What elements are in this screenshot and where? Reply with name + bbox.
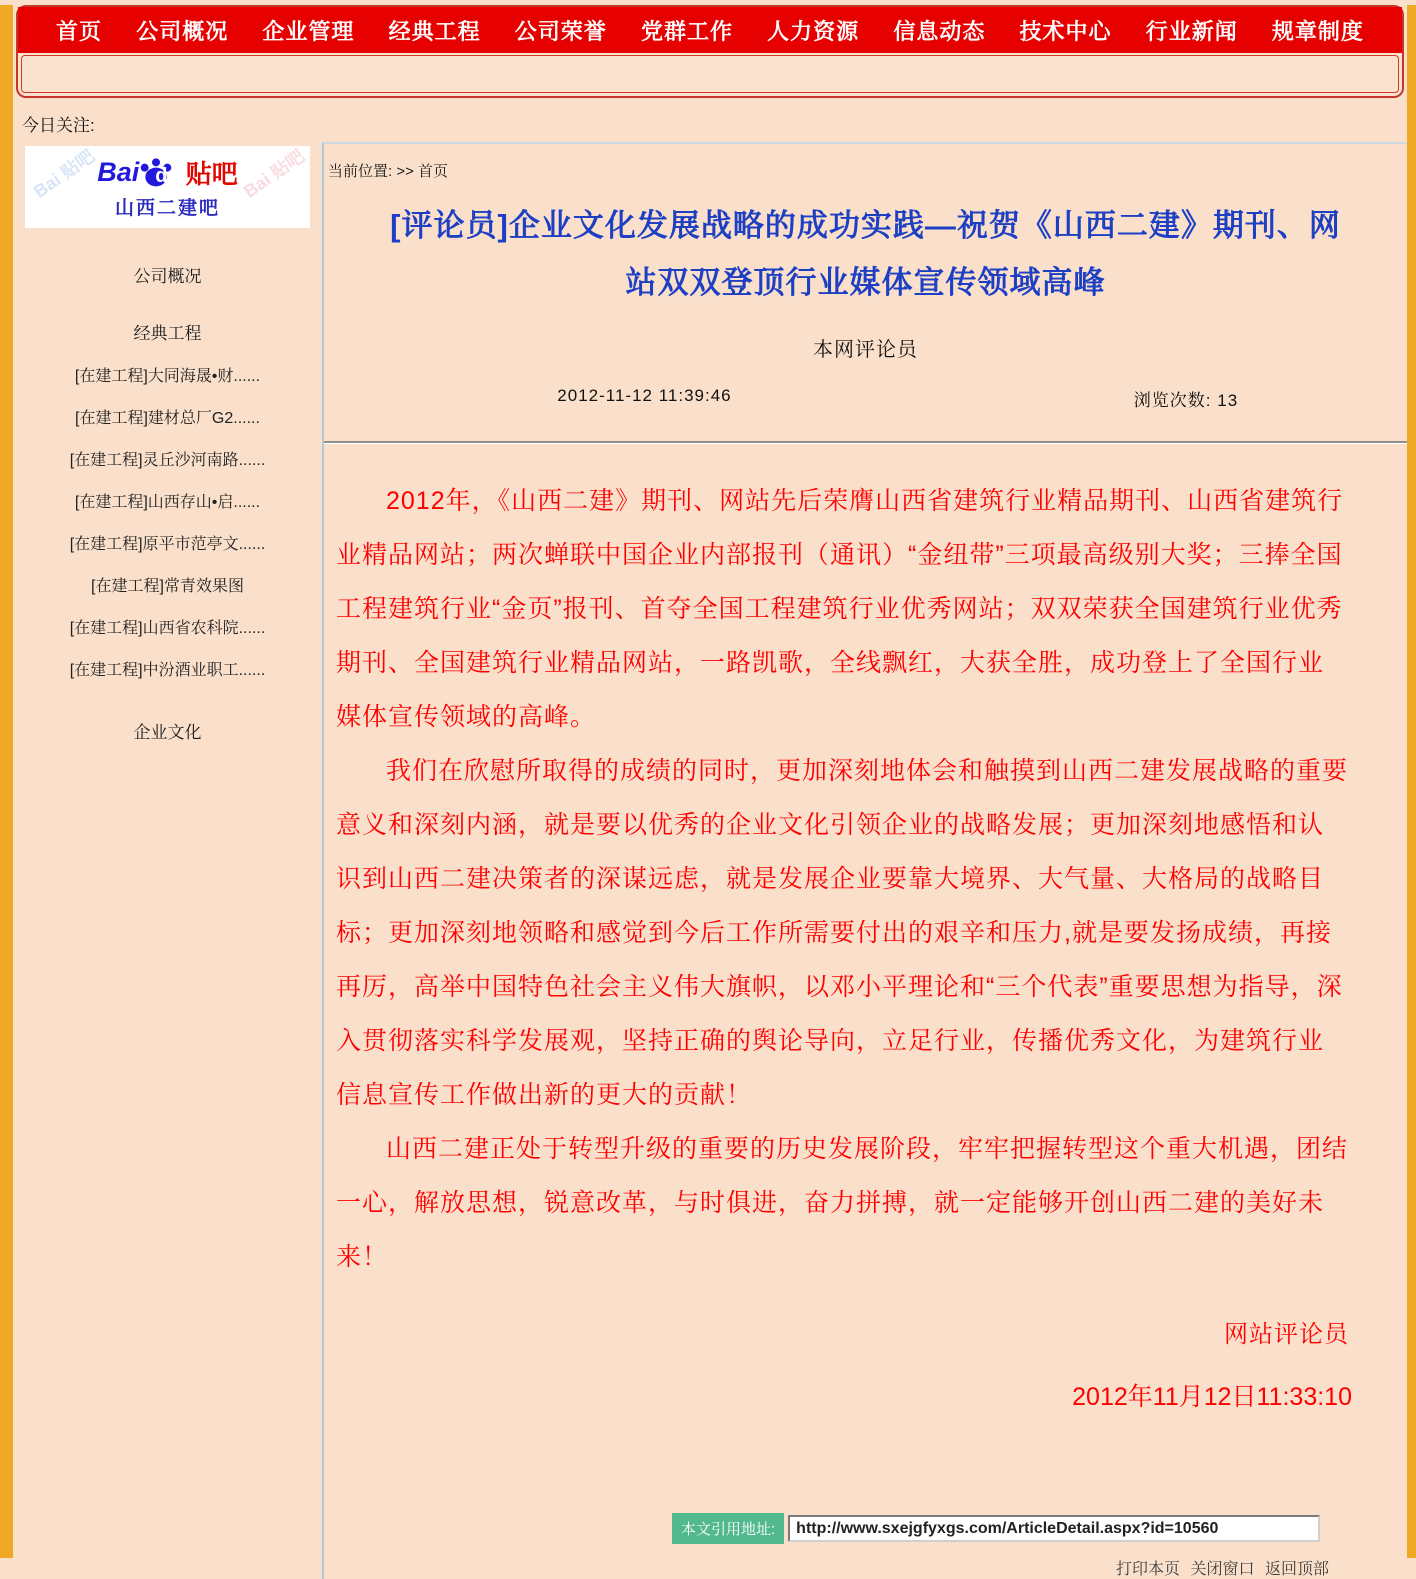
left-gold-border (0, 5, 13, 1558)
view-count-label: 浏览次数: (1133, 391, 1212, 410)
sidebar-section-classic-projects[interactable]: 经典工程 (133, 324, 202, 343)
article-signature-date: 2012年11月12日11:33:10 (1072, 1383, 1352, 1411)
baidu-logo-du: du (155, 165, 180, 187)
nav-item-projects[interactable]: 经典工程 (388, 18, 481, 44)
tieba-logo-text: 贴吧 (185, 159, 238, 189)
sidebar-project-item[interactable]: [在建工程]原平市范亭文...... (69, 536, 266, 553)
breadcrumb-home-link[interactable]: 首页 (418, 163, 449, 180)
view-count-value: 13 (1217, 391, 1239, 410)
nav-item-home[interactable]: 首页 (56, 18, 103, 44)
print-page-link[interactable]: 打印本页 (1116, 1561, 1181, 1578)
baidu-tieba-banner[interactable] (25, 146, 310, 228)
breadcrumb (324, 144, 1407, 181)
sidebar-project-item[interactable]: [在建工程]大同海晟•财...... (74, 368, 261, 385)
footer-links (324, 1556, 1407, 1579)
nav-item-industry[interactable]: 行业新闻 (1145, 18, 1238, 44)
breadcrumb-separator: >> (396, 163, 414, 180)
article-signature: 网站评论员 (1224, 1321, 1349, 1348)
citation-row (672, 1515, 1407, 1542)
citation-url-input[interactable] (788, 1515, 1320, 1542)
article-title: [评论员]企业文化发展战略的成功实践—祝贺《山西二建》期刊、网站双双登顶行业媒体宣传领域高峰 (390, 208, 1341, 300)
nav-item-party[interactable]: 党群工作 (640, 18, 733, 44)
nav-item-news[interactable]: 信息动态 (893, 18, 986, 44)
today-focus-label: 今日关注: (22, 116, 95, 135)
citation-label: 本文引用地址: (672, 1513, 784, 1544)
nav-sub-strip (21, 55, 1399, 93)
sidebar-project-item[interactable]: [在建工程]山西省农科院...... (69, 620, 266, 637)
sidebar-section-corporate-culture[interactable]: 企业文化 (133, 723, 202, 742)
article-paragraph: 2012年，《山西二建》期刊、网站先后荣膺山西省建筑行业精品期刊、山西省建筑行业精品网站；两次蝉联中国企业内部报刊（通讯）“金纽带”三项最高级别大奖；三捧全国工程建筑行业“金页”报刊、首夺全国工程建筑行业优秀网站；双双荣获全国建筑行业优秀期刊、全国建筑行业精品网站，一路凯歌，全线飘红，大获全胜，成功登上了全国行业媒体宣传领域的高峰。 (336, 487, 1344, 731)
sidebar (13, 142, 322, 1579)
nav-item-management[interactable]: 企业管理 (262, 18, 355, 44)
view-count (965, 386, 1407, 411)
sidebar-project-list (13, 363, 322, 680)
banner-subtitle: 山西二建吧 (114, 198, 220, 219)
page (13, 5, 1407, 1578)
sidebar-project-item[interactable]: [在建工程]常青效果图 (91, 578, 244, 595)
article-meta-row (324, 386, 1407, 411)
top-nav-container (16, 5, 1404, 98)
nav-item-hr[interactable]: 人力资源 (767, 18, 860, 44)
back-to-top-link[interactable]: 返回顶部 (1264, 1561, 1329, 1578)
sidebar-project-item[interactable]: [在建工程]灵丘沙河南路...... (69, 452, 266, 469)
sidebar-project-item[interactable]: [在建工程]建材总厂G2...... (75, 410, 260, 427)
article-paragraph: 山西二建正处于转型升级的重要的历史发展阶段，牢牢把握转型这个重大机遇，团结一心，解放思想，锐意改革，与时俱进，奋力拼搏，就一定能够开创山西二建的美好未来！ (336, 1135, 1349, 1271)
sidebar-project-item[interactable]: [在建工程]山西存山•启...... (74, 494, 261, 511)
sidebar-project-item[interactable]: [在建工程]中汾酒业职工...... (69, 662, 266, 679)
article-author: 本网评论员 (813, 339, 918, 361)
sidebar-section-company-overview[interactable]: 公司概况 (133, 267, 202, 286)
breadcrumb-label: 当前位置: (328, 163, 393, 180)
main-navigation (18, 7, 1402, 53)
nav-item-honors[interactable]: 公司荣誉 (514, 18, 607, 44)
banner-watermark-right: Bai 贴吧 (240, 145, 309, 202)
right-gold-border (1407, 5, 1416, 1558)
close-window-link[interactable]: 关闭窗口 (1190, 1561, 1255, 1578)
banner-watermark-left: Bai 贴吧 (30, 145, 99, 202)
article-paragraph: 我们在欣慰所取得的成绩的同时，更加深刻地体会和触摸到山西二建发展战略的重要意义和深刻内涵，就是要以优秀的企业文化引领企业的战略发展；更加深刻地感悟和认识到山西二建决策者的深谋远虑，就是发展企业要靠大境界、大气量、大格局的战略目标；更加深刻地领略和感觉到今后工作所需要付出的艰辛和压力,就是要发扬成绩，再接再厉，高举中国特色社会主义伟大旗帜，以邓小平理论和“三个代表”重要思想为指导，深入贯彻落实科学发展观，坚持正确的舆论导向，立足行业，传播优秀文化，为建筑行业信息宣传工作做出新的更大的贡献！ (336, 757, 1349, 1109)
publish-time: 2012-11-12 11:39:46 (557, 386, 732, 405)
nav-item-regulations[interactable]: 规章制度 (1271, 18, 1364, 44)
baidu-logo-text: Bai (97, 157, 140, 187)
nav-item-overview[interactable]: 公司概况 (136, 18, 229, 44)
main-content (322, 142, 1407, 1579)
article-body (324, 444, 1407, 1284)
nav-item-tech[interactable]: 技术中心 (1019, 18, 1112, 44)
